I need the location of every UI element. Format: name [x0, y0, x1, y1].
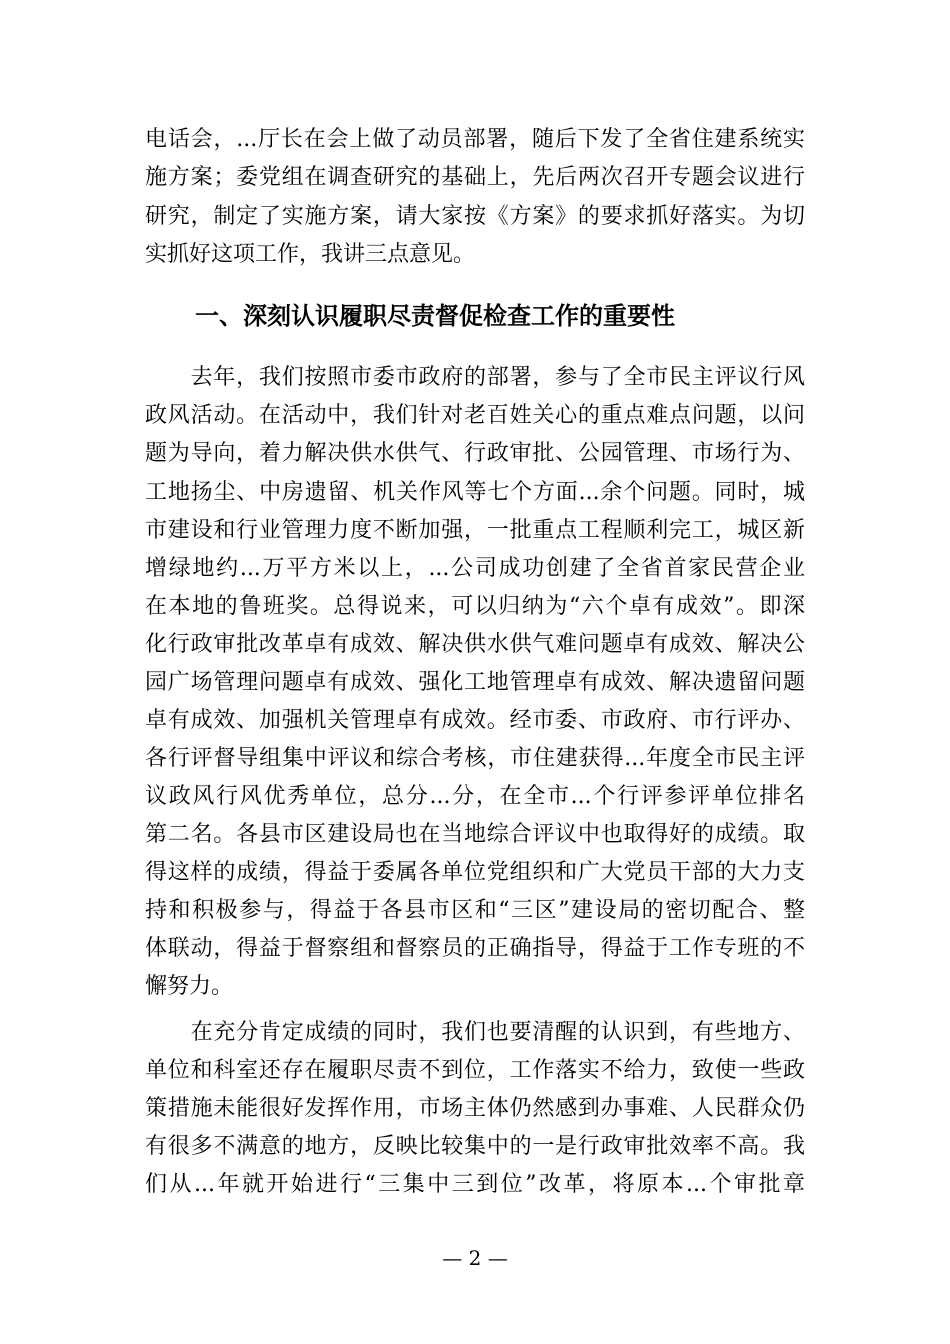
paragraph2-line-5: 们从...年就开始进行“三集中三到位”改革，将原本...个审批章: [145, 1172, 805, 1197]
paragraph1-line-9: 园广场管理问题卓有成效、强化工地管理卓有成效、解决遗留问题: [145, 670, 805, 695]
intro-line-4: 实抓好这项工作，我讲三点意见。: [145, 242, 476, 267]
paragraph1-line-7: 在本地的鲁班奖。总得说来，可以归纳为“六个卓有成效”。即深: [145, 594, 805, 619]
paragraph1-line-11: 各行评督导组集中评议和综合考核，市住建获得...年度全市民主评: [145, 746, 805, 771]
paragraph1-line-14: 得这样的成绩，得益于委属各单位党组织和广大党员干部的大力支: [145, 860, 805, 885]
paragraph1-line-8: 化行政审批改革卓有成效、解决供水供气难问题卓有成效、解决公: [145, 632, 805, 657]
paragraph2-line-1: 在充分肯定成绩的同时，我们也要清醒的认识到，有些地方、: [145, 1020, 805, 1045]
paragraph1-line-4: 工地扬尘、中房遗留、机关作风等七个方面...余个问题。同时，城: [145, 480, 805, 505]
intro-line-3: 研究，制定了实施方案，请大家按《方案》的要求抓好落实。为切: [145, 204, 805, 229]
paragraph1-line-6: 增绿地约...万平方米以上，...公司成功创建了全省首家民营企业: [145, 556, 805, 581]
paragraph1-line-5: 市建设和行业管理力度不断加强，一批重点工程顺利完工，城区新: [145, 518, 805, 543]
paragraph2-line-4: 有很多不满意的地方，反映比较集中的一是行政审批效率不高。我: [145, 1134, 805, 1159]
paragraph1-line-17: 懈努力。: [145, 974, 234, 999]
section-heading: 一、深刻认识履职尽责督促检查工作的重要性: [195, 302, 675, 330]
paragraph1-line-3: 题为导向，着力解决供水供气、行政审批、公园管理、市场行为、: [145, 441, 805, 466]
paragraph2-line-3: 策措施未能很好发挥作用，市场主体仍然感到办事难、人民群众仍: [145, 1096, 805, 1121]
paragraph1-line-2: 政风活动。在活动中，我们针对老百姓关心的重点难点问题，以问: [145, 403, 805, 428]
intro-line-1: 电话会，...厅长在会上做了动员部署，随后下发了全省住建系统实: [145, 127, 805, 152]
paragraph2-line-2: 单位和科室还存在履职尽责不到位，工作落实不给力，致使一些政: [145, 1058, 805, 1083]
paragraph1-line-12: 议政风行风优秀单位，总分...分，在全市...个行评参评单位排名: [145, 784, 805, 809]
paragraph1-line-16: 体联动，得益于督察组和督察员的正确指导，得益于工作专班的不: [145, 936, 805, 961]
intro-line-2: 施方案；委党组在调查研究的基础上，先后两次召开专题会议进行: [145, 165, 805, 190]
paragraph1-line-10: 卓有成效、加强机关管理卓有成效。经市委、市政府、市行评办、: [145, 708, 805, 733]
paragraph1-line-13: 第二名。各县市区建设局也在当地综合评议中也取得好的成绩。取: [145, 822, 805, 847]
page-number: — 2 —: [442, 1246, 508, 1270]
paragraph1-line-15: 持和积极参与，得益于各县市区和“三区”建设局的密切配合、整: [145, 898, 805, 923]
paragraph1-line-1: 去年，我们按照市委市政府的部署，参与了全市民主评议行风: [145, 365, 805, 390]
